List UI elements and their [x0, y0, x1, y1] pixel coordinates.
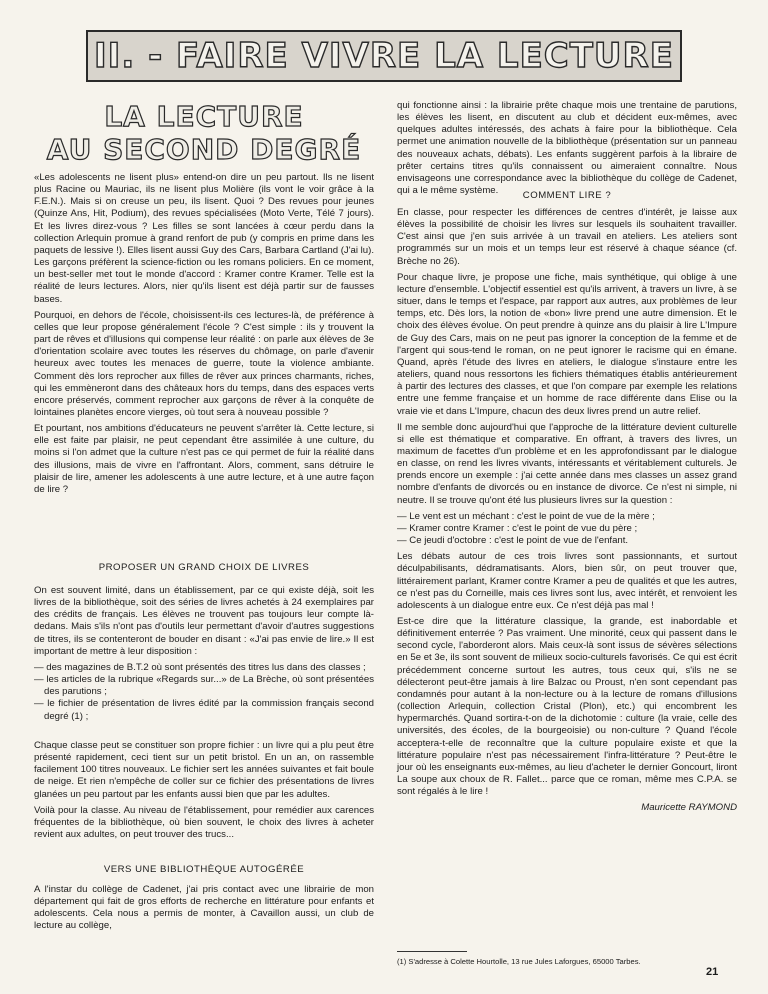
comment-list — [397, 511, 737, 547]
section-banner — [86, 30, 682, 82]
right-column-top — [397, 100, 737, 201]
choix-paragraph-2: Chaque classe peut se constituer son propre fichier : un livre qui a plu peut être présenté rapidement, ceci tient sur un petit bristol. En un an, on rassemble facilement 100 titres nouveaux. Le fichier sert les années suivantes et fait boule de neige. Et rien n'empêche de coller sur ce fichier des présentations de livres glanées un peu partout par les enfants aussi bien que par les adultes. — [34, 740, 374, 800]
comment-paragraph-2: Pour chaque livre, je propose une fiche, mais synthétique, qui oblige à une lecture d'ensemble. L'objectif essentiel est qu'ils arrivent, à travers un livre, à se situer, dans le temps et l'espace, par rapport aux autres, aux problèmes de leur temps, etc. Dès lors, la notion de «bon» livre prend une autre dimension. Et le choix des élèves évolue. On peut prendre à quinze ans du plaisir à lire L'Impure de Guy des Cars, mais on ne peut pas ignorer la conception de la femme et de l'argent qui sous-tend le roman, on ne peut ignorer le racisme qui en émane. Quand, après l'étude des livres en ateliers, le dialogue s'instaure entre les ateliers, quand nous ressortons les fichiers thématiques établis antérieurement à partir des lectures des classes, et que l'on compare par exemple les relations entre une femme française et un homme de race différente dans Elise ou la vraie vie et dans L'Impure, chacun des deux livres prend un autre relief. — [397, 271, 737, 417]
section-banner-title: II. - FAIRE VIVRE LA LECTURE — [94, 36, 674, 76]
right-column-comment — [397, 190, 737, 202]
intro-paragraph-1: «Les adolescents ne lisent plus» entend-on dire un peu partout. Ils ne lisent plus Racine ou Mauriac, ils ne lisent plus Molière (ils vont le voir grâce à la F.E.N.). Mais si on creuse un peu, ils lisent. Quoi ? Des revues pour jeunes (Quinze Ans, Hit, Podium), des revues spécialisées (Moto Verte, Télé 7 jours). Et les livres direz-vous ? Les filles se sont lancées à cœur perdu dans la collection Arlequin promue à grand renfort de pub (y compris en prime dans les paquets de lessive !). Elles lisent aussi Guy des Cars, Barbara Cartland (J'ai lu). Les garçons préfèrent la science-fiction ou les romans policiers. En ce moment, un best-seller met tout le monde d'accord : Kramer contre Kramer. Telle est la réalité de leurs lectures. Alors, nier qu'ils lisent est déjà partir sur de fausses bases. — [34, 172, 374, 305]
list-item: — Ce jeudi d'octobre : c'est le point de vue de l'enfant. — [397, 535, 629, 547]
intro-paragraph-2: Pourquoi, en dehors de l'école, choisissent-ils ces lectures-là, de préférence à celles que leur propose généralement l'école ? C'est simple : ils y trouvent la part de rêves et d'illusions qui compense leur réalité : on parle aux élèves de 3e d'orientation scolaire avec toutes les réserves du chômage, on parle d'avenir heureux avec toutes les menaces de guerre, toute la violence ambiante. Comment dès lors reprocher aux filles de rêver aux princes charmants, riches, qui les emmèneront dans des châteaux hors du temps, dans des espaces verts encore préservés, comment reprocher aux garçons de rêver à la conquête de lointaines planètes encore vierges, où tout sera à nouveau possible ? — [34, 309, 374, 418]
left-column — [34, 100, 374, 500]
left-column-choix — [34, 562, 374, 574]
list-item: — le fichier de présentation de livres édité par la commission français second degré (1) ; — [34, 698, 374, 722]
list-item: — Kramer contre Kramer : c'est le point de vue du père ; — [397, 522, 638, 534]
left-column-bibliotheque — [34, 864, 374, 876]
comment-paragraph-5: Est-ce dire que la littérature classique, la grande, est inabordable et définitivement enterrée ? Pas vraiment. Une minorité, ceux qui passent dans le second cycle, l'aborderont alors. Mais ceux-là sont issus de sévères sélections en 5e et 3e, ils sont souvent de milieux socio-culturels favorisés. Ce qui est écrit précédemment concerne surtout les autres, tous ceux qui, s'ils ne se délecteront peut-être jamais à lire Balzac ou Proust, n'en sont cependant pas condamnés pour autant à la non-lecture ou à la lecture de romans d'illusions (collection Arlequin, collection Cristal (Plon), etc.) qui encombrent les hypermarchés. Quand sortira-t-on de la dichotomie : culture (la vraie, celle des universités, des écoles, de la bourgeoisie) ou non-culture ? Quand l'école acceptera-t-elle de reconnaître que la culture populaire existe et que la littérature populaire n'est pas nécessairement l'infra-littérature ? Peut-être le jour où les enseignants eux-mêmes, au lieu d'acheter le dernier Goncourt, liront La soupe aux choux de R. Fallet... parce que ce roman, même mes C.P.A. se sont régalés à le lire ! — [397, 616, 737, 798]
comment-paragraph-1: En classe, pour respecter les différences de centres d'intérêt, je laisse aux élèves la possibilité de choisir les livres sur lesquels ils souhaitent travailler. C'est ainsi que j'en suis arrivée à un travail en ateliers. Les ateliers sont programmés sur un mois et un temps leur est réservé à chaque séance (cf. Brèche no 26). — [397, 207, 737, 267]
footnote-divider — [397, 951, 467, 952]
choix-list — [34, 662, 374, 723]
list-item: — les articles de la rubrique «Regards sur...» de La Brèche, où sont présentées des parutions ; — [34, 674, 374, 698]
heading-comment: COMMENT LIRE ? — [522, 190, 612, 201]
comment-paragraph-4: Les débats autour de ces trois livres sont passionnants, et surtout déculpabilisants, dédramatisants. Alors, bien sûr, on peut trouver que, littérairement parlant, Kramer contre Kramer a peu de qualités et que les autres, ce n'est pas du Corneille, mais ces livres sont lus, avec intérêt, et renvoient les adolescents à un dialogue entre eux. Ce n'est déjà pas mal ! — [397, 551, 737, 611]
list-item: — des magazines de B.T.2 où sont présentés des titres lus dans des classes ; — [34, 661, 366, 673]
heading-choix: PROPOSER UN GRAND CHOIX DE LIVRES — [98, 562, 310, 573]
left-column-bibliotheque-body — [34, 884, 374, 937]
intro-paragraph-3: Et pourtant, nos ambitions d'éducateurs ne peuvent s'arrêter là. Cette lecture, si elle est faite par plaisir, ne peut cependant être assimilée à une culture, du moins si l'on admet que la culture n'est pas ce qui permet de fuir la réalité dans des illusions, mais de vivre en l'affrontant. Alors, comment, sans détruire le plaisir de lire, amener les adolescents à une autre lecture, et à une autre façon de lire ? — [34, 423, 374, 495]
left-column-choix-body — [34, 585, 374, 727]
footnote: (1) S'adresse à Colette Hourtolle, 13 rue Jules Laforgues, 65000 Tarbes. — [397, 957, 641, 966]
article-title-line1: LA LECTURE — [104, 100, 304, 133]
choix-paragraph-3: Voilà pour la classe. Au niveau de l'établissement, pour remédier aux carences fréquentes de la bibliothèque, où bien souvent, le choix des livres à acheter revient aux adultes, on peut trouver des trucs... — [34, 804, 374, 841]
list-item: — Le vent est un méchant : c'est le point de vue de la mère ; — [397, 510, 655, 522]
author-signature: Mauricette RAYMOND — [641, 802, 737, 814]
right-column-body — [397, 207, 737, 815]
article-title-line2: AU SECOND DEGRÉ — [46, 133, 362, 166]
heading-bibliotheque: VERS UNE BIBLIOTHÈQUE AUTOGÉRÉE — [103, 864, 305, 875]
comment-paragraph-3: Il me semble donc aujourd'hui que l'approche de la littérature devient culturelle si elle est thématique et comparative. En offrant, à travers des livres, un maximum de facettes d'un problème et en les approfondissant par le dialogue en classe, on rend les livres vivants, intéressants et véritablement culturels. Je prends encore un exemple : j'ai cette année dans mes classes un assez grand nombre d'enfants de divorcés ou en instance de divorce. Ce n'est ni simple, ni neutre. Il se trouve qu'ont été lus plusieurs livres sur la question : — [397, 421, 737, 506]
page-number: 21 — [706, 966, 719, 978]
article-title — [34, 100, 374, 166]
left-column-fichier — [34, 740, 374, 845]
choix-paragraph-1: On est souvent limité, dans un établissement, par ce qui existe déjà, soit les livres de la bibliothèque, soit des séries de livres achetés à 24 exemplaires par des crédits de français. Les élèves ne trouvent pas toujours leur compte là-dedans. Mais s'ils n'ont pas d'outils leur permettant d'avoir d'autres suggestions de titres, ils se contenteront de bouder en disant : «J'ai pas envie de lire.» Il est important de mettre à leur disposition : — [34, 585, 374, 657]
bibliotheque-paragraph: A l'instar du collège de Cadenet, j'ai pris contact avec une librairie de mon département qui fait de gros efforts de recherche en littérature pour enfants et adolescents. Cela nous a permis de monter, à Cavaillon aussi, un club de lecture au collège, — [34, 884, 374, 932]
club-paragraph: qui fonctionne ainsi : la librairie prête chaque mois une trentaine de parutions, les élèves les lisent, en discutent au club et décident eux-mêmes, avec quelques adultes intéressés, des achats à faire pour la bibliothèque. Cela permet une animation nouvelle de la bibliothèque (présentation sur un panneau des nouveaux achats, débats). Les enfants suggèrent parfois à la libraire de prêter certains titres qu'ils connaissent ou aimeraient connaître. Nous envisageons une correspondance avec la bibliothèque du collège de Cadenet, qui a le même système. — [397, 100, 737, 197]
